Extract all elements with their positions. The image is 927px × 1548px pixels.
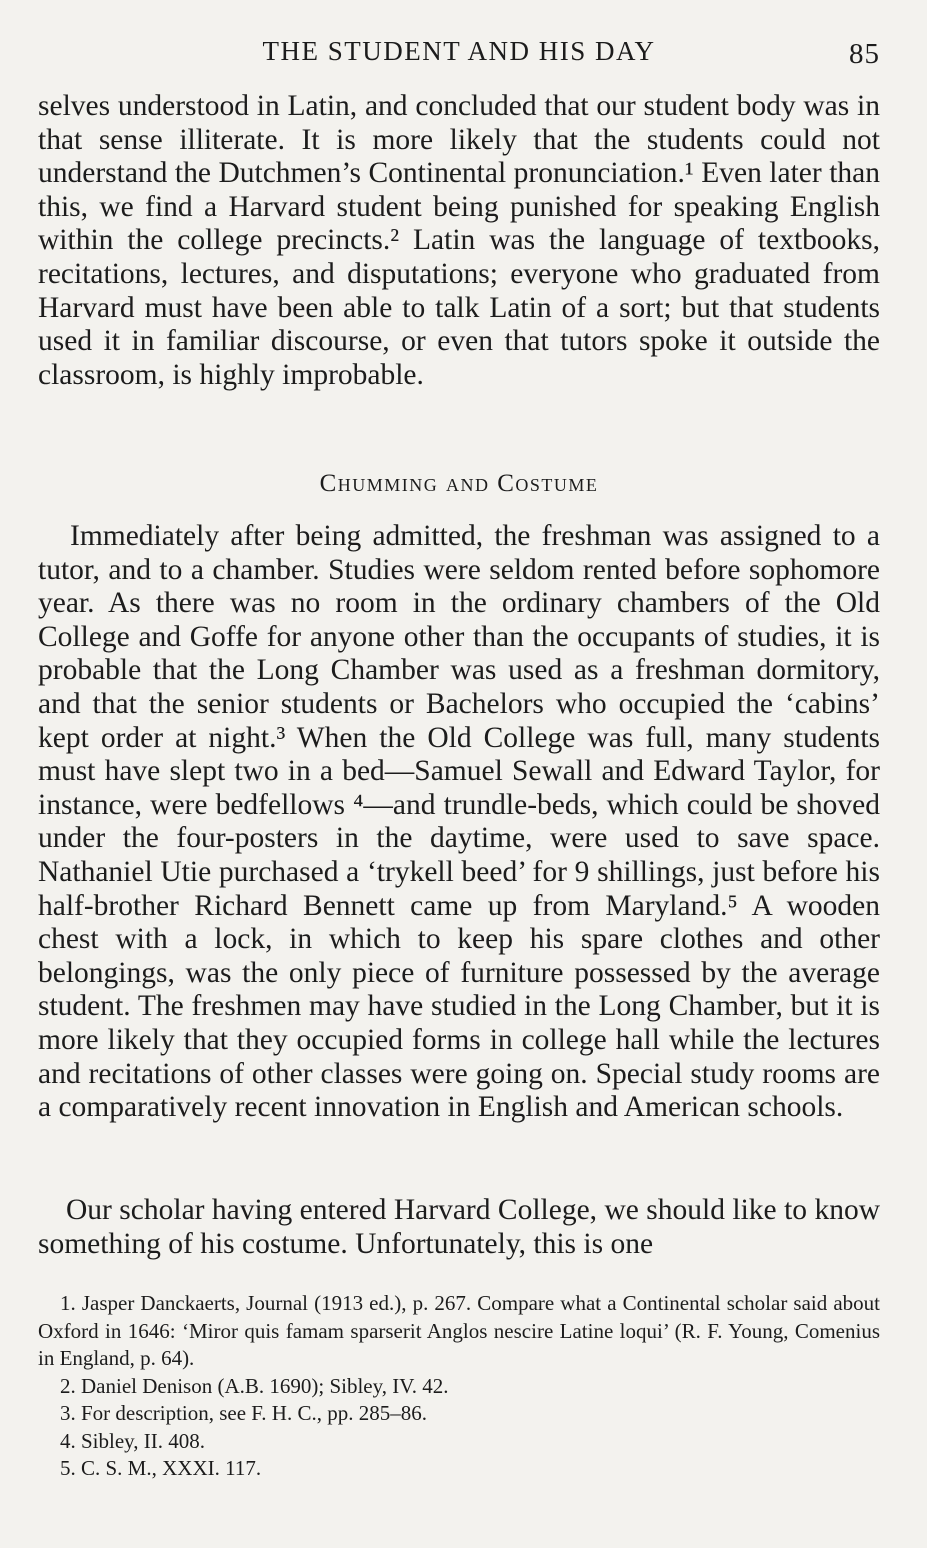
footnote-2: 2. Daniel Denison (A.B. 1690); Sibley, IV. 42.	[60, 1373, 449, 1398]
section-heading: Chumming and Costume	[319, 470, 599, 497]
footnote-4: 4. Sibley, II. 408.	[60, 1428, 206, 1453]
running-title: THE STUDENT AND HIS DAY	[262, 36, 656, 66]
paragraph-latin-usage: selves understood in Latin, and concluded that our student body was in that sense illiterate. It is more likely that the students could not understand the Dutchmen’s Continental pronunciation.¹ Even later than this, we find a Harvard student being punished for speaking English within the college precincts.² Latin was the language of textbooks, recitations, lectures, and disputations; everyone who graduated from Harvard must have been able to talk Latin of a sort; but that students used it in familiar discourse, or even that tutors spoke it outside the classroom, is highly improbable.	[38, 90, 880, 391]
footnote-3: 3. For description, see F. H. C., pp. 285–86.	[60, 1401, 427, 1425]
page-number: 85	[849, 38, 880, 70]
footnote-1: 1. Jasper Danckaerts, Journal (1913 ed.), p. 267. Compare what a Continental scholar said about Oxford in 1646: ‘Miror quis famam sparserit Anglos nescire Latine loqui’ (R. F. Young, Comenius in England, p. 64).	[38, 1291, 880, 1370]
page-header	[38, 36, 880, 76]
footnote-5: 5. C. S. M., XXXI. 117.	[60, 1456, 262, 1480]
footnotes	[38, 1290, 880, 1483]
paragraph-chambers: Immediately after being admitted, the freshman was assigned to a tutor, and to a chamber. Studies were seldom rented before sophomore year. As there was no room in the ordinary chambers of the Old College and Goffe for anyone other than the occupants of studies, it is probable that the Long Chamber was used as a freshman dormitory, and that the senior students or Bachelors who occupied the ‘cabins’ kept order at night.³ When the Old College was full, many students must have slept two in a bed—Samuel Sewall and Edward Taylor, for instance, were bedfellows ⁴—and trundle-beds, which could be shoved under the four-posters in the daytime, were used to save space. Nathaniel Utie purchased a ‘trykell beed’ for 9 shillings, just before his half-brother Richard Bennett came up from Maryland.⁵ A wooden chest with a lock, in which to keep his spare clothes and other belongings, was the only piece of furniture possessed by the average student. The freshmen may have studied in the Long Chamber, but it is more likely that they occupied forms in college hall while the lectures and recitations of other classes were going on. Special study rooms are a comparatively recent innovation in English and American schools.	[38, 520, 880, 1124]
paragraph-costume: Our scholar having entered Harvard College, we should like to know something of his costume. Unfortunately, this is one	[38, 1194, 880, 1260]
